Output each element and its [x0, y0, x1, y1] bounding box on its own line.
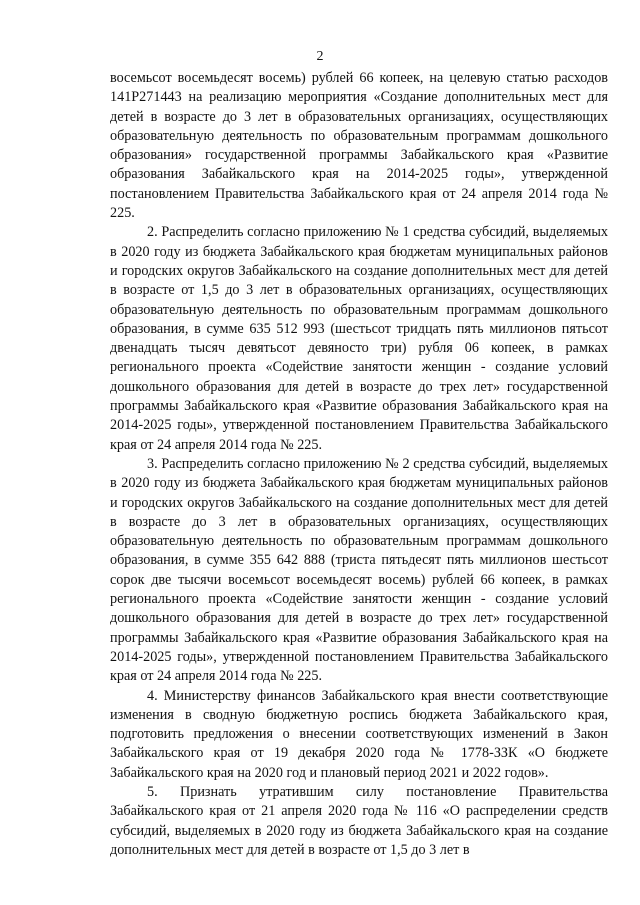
paragraph-item-5: 5. Признать утратившим силу постановление Правительства Забайкальского края от 21 апреля 2020 года № 116 «О распределении средств субсидий, выделяемых в 2020 году из бюджета Забайкальского края на создание дополнительных мест для детей в возрасте от 1,5 до 3 лет в: [110, 783, 608, 858]
paragraph-item-4: 4. Министерству финансов Забайкальского края внести соответствующие изменения в сводную бюджетную роспись бюджета Забайкальского края, подготовить предложения о внесении соответствующих изменений в Закон Забайкальского края от 19 декабря 2020 года № 1778-ЗЗК «О бюджете Забайкальского края на 2020 год и плановый период 2021 и 2022 годов».: [110, 687, 608, 781]
paragraph-item-3: 3. Распределить согласно приложению № 2 средства субсидий, выделяемых в 2020 году из бюджета Забайкальского края бюджетам муниципальных районов и городских округов Забайкальского на создание дополнительных мест для детей в возрасте до 3 лет в образовательных организациях, осуществляющих образовательную деятельность по образовательным программам дошкольного образования, в сумме 355 642 888 (триста пятьдесят пять миллионов шестьсот сорок две тысячи восемьсот восемьдесят восемь) рублей 66 копеек, в рамках регионального проекта «Содействие занятости женщин - создание условий дошкольного образования для детей в возрасте до трех лет» государственной программы Забайкальского края «Развитие образования Забайкальского края на 2014-2025 годы», утвержденной постановлением Правительства Забайкальского края от 24 апреля 2014 года № 225.: [110, 455, 608, 685]
document-body: [110, 69, 608, 860]
paragraph-item-2: 2. Распределить согласно приложению № 1 средства субсидий, выделяемых в 2020 году из бюджета Забайкальского края бюджетам муниципальных районов и городских округов Забайкальского на создание дополнительных мест для детей в возрасте от 1,5 до 3 лет в образовательных организациях, осуществляющих образовательную деятельность по образовательным программам дошкольного образования, в сумме 635 512 993 (шестьсот тридцать пять миллионов пятьсот двенадцать тысяч девятьсот девяносто три) рубля 06 копеек, в рамках регионального проекта «Содействие занятости женщин - создание условий дошкольного образования для детей в возрасте до трех лет» государственной программы Забайкальского края «Развитие образования Забайкальского края на 2014-2025 годы», утвержденной постановлением Правительства Забайкальского края от 24 апреля 2014 года № 225.: [110, 224, 608, 453]
page-number: 2: [316, 49, 324, 64]
paragraph-continuation: восемьсот восемьдесят восемь) рублей 66 копеек, на целевую статью расходов 141P271443 на реализацию мероприятия «Создание дополнительных мест для детей в возрасте до 3 лет в образовательных организациях, осуществляющих образовательную деятельность по образовательным программам дошкольного образования» государственной программы Забайкальского края «Развитие образования Забайкальского края на 2014-2025 годы», утвержденной постановлением Правительства Забайкальского края от 24 апреля 2014 года № 225.: [110, 70, 608, 222]
